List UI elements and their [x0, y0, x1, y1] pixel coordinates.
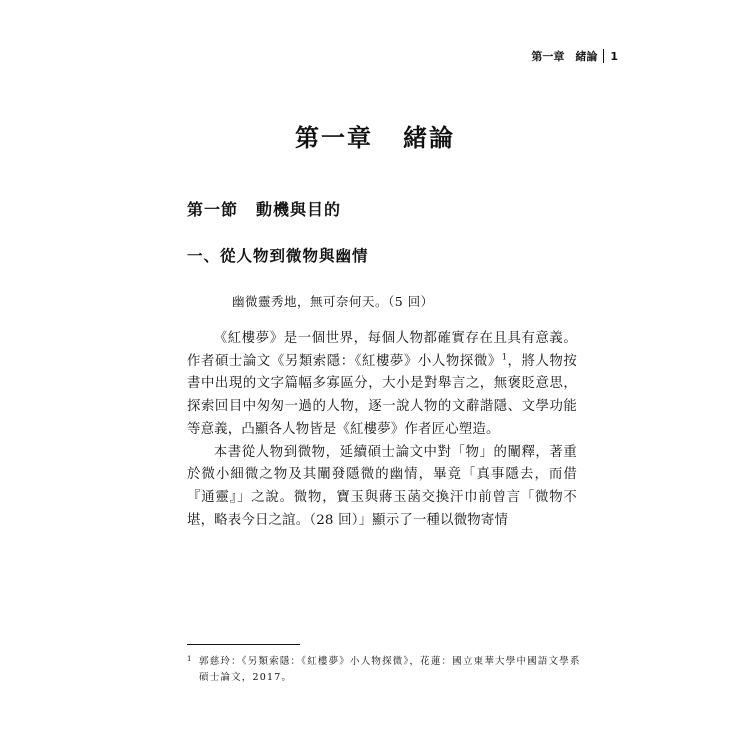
paragraph-2: 本書從人物到微物，延續碩士論文中對「物」的闡釋，著重於微小細微之物及其闡發隱微的幽情，畢竟「真事隱去，而借『通靈』」之說。微物，寶玉與蔣玉菡交換汗巾前曾言「微物不堪，略表今日之誼。（28 回）」顯示了一種以微物寄情: [187, 444, 577, 528]
chapter-title-name: 緒論: [403, 123, 455, 152]
footnote-text: 郭慈玲：《另類索隱：《紅樓夢》小人物探微》，花蓮：國立東華大學中國語文學系碩士論文，2017。: [199, 656, 581, 683]
chapter-title-number: 第一章: [295, 123, 373, 152]
running-head-divider: [603, 49, 604, 63]
chapter-title: [0, 118, 750, 153]
running-head: [531, 48, 618, 64]
epigraph-quote: 幽微靈秀地，無可奈何天。（5 回）: [232, 294, 434, 309]
running-head-chapter: 第一章 緒論: [531, 50, 598, 63]
paragraph-1: [187, 328, 577, 442]
footnote-divider: [187, 644, 300, 645]
footnote: [187, 654, 587, 686]
page-number: 1: [610, 49, 618, 63]
body-text: [187, 328, 577, 532]
section-title-number: 第一節: [187, 200, 239, 219]
section-title-name: 動機與目的: [256, 200, 342, 219]
footnote-reference[interactable]: 1: [501, 352, 508, 362]
paragraph-1-text-b: ，將人物按書中出現的文字篇幅多寡區分，大小是對舉言之，無褒貶意思，探索回目中匆匆一過的人物，逐一說人物的文辭諧隱、文學功能等意義，凸顯各人物皆是《紅樓夢》作者匠心塑造。: [187, 353, 578, 437]
footnote-mark: 1: [187, 655, 193, 663]
section-title: [187, 197, 341, 220]
paragraph-1-text-a: 《紅樓夢》是一個世界，每個人物都確實存在且具有意義。作者碩士論文《另類索隱：《紅樓夢》小人物探微》: [187, 331, 577, 369]
subsection-title: 一、從人物到微物與幽情: [187, 246, 369, 265]
